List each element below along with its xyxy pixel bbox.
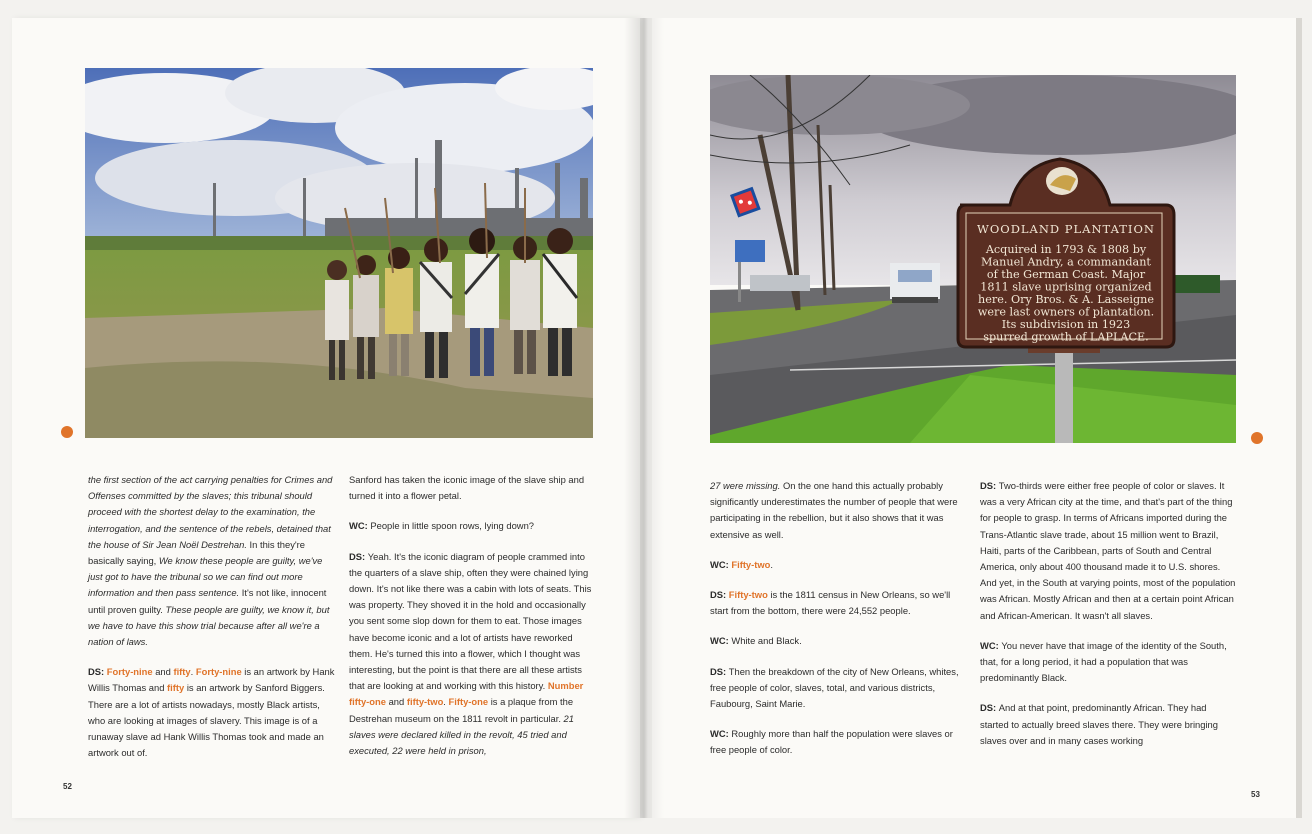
plantation-marker-photo-image [710,75,1236,443]
text-run: . [190,666,196,678]
article-paragraph [710,478,966,543]
artwork-number-highlight: Fifty-two [728,589,768,601]
text-run: Then the breakdown of the city of New Orleans, whites, free people of color, slaves, total, and various districts, Faubourg, Saint Marie. [710,665,959,710]
text-column [349,472,594,759]
article-paragraph [710,664,966,713]
page-bullet-dot [1251,432,1263,444]
text-run: . [770,558,774,570]
text-run: On the one hand this actually probably significantly underestimates the number of people that were participating in the rebellion, but it also shows that it was extensive as well. [710,480,958,540]
reenactment-photo [85,68,593,438]
page-number: 52 [63,782,72,791]
text-run: In this they're basically saying, [88,538,306,567]
text-run: . [443,696,449,708]
article-paragraph [980,638,1236,687]
artwork-number-highlight: Number fifty-one [349,680,584,708]
marker-line: 1811 slave uprising organized [980,280,1152,294]
text-run: is the 1811 census in New Orleans, so we'll start from the bottom, there were 24,552 people. [710,589,951,617]
text-run: the first section of the act carrying penalties for Crimes and Offenses committed by the slaves; this tribunal should proceed with the shortest delay to the examination, the interrogation, and the sentence of the rebels, detained that the house of Sir Jean Noël Destrehan. [88,474,333,550]
marker-line: Acquired in 1793 & 1808 by [985,243,1147,256]
text-run: 21 slaves were declared killed in the revolt, 45 tried and executed, 22 were held in prison, [349,712,574,757]
text-column [980,478,1236,749]
speaker-label: DS: [88,666,107,678]
speaker-label: DS: [710,589,729,601]
article-paragraph [88,472,336,650]
plantation-marker-photo [710,75,1236,443]
article-paragraph [980,478,1236,624]
text-run: We know these people are guilty, we've just got to have the tribunal so we can find out more information and then pass sentence. [88,555,323,599]
article-paragraph [349,549,594,760]
text-run: 27 were missing. [710,480,781,491]
artwork-number-highlight: Forty-nine [106,666,153,678]
speaker-label: DS: [980,480,999,491]
text-run: and [385,696,407,708]
speaker-label: WC: [710,728,732,740]
speaker-label: DS: [710,665,729,677]
text-run: Yeah. It's the iconic diagram of people crammed into the quarters of a slave ship, often they were chained lying down. It's not like there was a cabin with lots of seats. This was property. They shoved it in the hold and occasionally you sent some slop down for them to eat. Those images have become iconic and a lot of artists have reworked them. He's turned this into a flower, which I thought was interesting, but the point is that there are all these artists that are looking at and working with this history. [349,550,592,692]
marker-line: Its subdivision in 1923 [1001,318,1131,331]
article-paragraph [710,557,966,573]
text-column [710,478,966,759]
article-paragraph [980,700,1236,749]
artwork-number-highlight: Forty-nine [195,666,242,678]
text-run: is an artwork by Sanford Biggers. There are a lot of artists nowadays, mostly Black artists, who are looking at images of slavery. This image is of a runaway slave ad Hank Willis Thomas took and made an artwork out of. [88,682,325,759]
text-run: and [152,666,174,678]
text-run: It's not like, innocent until proven guilty. [88,587,327,615]
article-paragraph [710,726,966,758]
marker-line: here. Ory Bros. & A. Lasseigne [978,293,1154,306]
artwork-number-highlight: Fifty-two [731,558,771,570]
text-run: People in little spoon rows, lying down? [370,520,534,532]
marker-line: spurred growth of LAPLACE. [983,330,1149,344]
article-paragraph [349,518,594,534]
article-paragraph [710,587,966,619]
article-paragraph [88,664,336,761]
speaker-label: WC: [349,520,371,532]
text-run: is a plaque from the Destrehan museum on the 1811 revolt in particular. [349,696,574,724]
artwork-number-highlight: Fifty-one [448,696,489,708]
book-gutter [624,18,664,818]
speaker-label: WC: [710,558,732,570]
text-run: is an artwork by Hank Willis Thomas and [88,666,335,694]
marker-title: WOODLAND PLANTATION [977,222,1155,236]
speaker-label: WC: [710,635,732,647]
text-run: White and Black. [731,635,802,647]
speaker-label: DS: [980,702,999,714]
reenactment-photo-image [85,68,593,438]
text-column [88,472,336,761]
article-paragraph [349,472,594,504]
text-run: And at that point, predominantly African. They had started to actually breed slaves there. They were bringing slaves over and in many cases working [980,702,1218,746]
artwork-number-highlight: fifty [173,666,191,678]
text-run: Two-thirds were either free people of color or slaves. It was a very African city at the time, and that's part of the thing for people to grasp. In terms of Africans imported during the Trans-Atlantic slave trade, about 15 million went to Brazil, Haiti, parts of the Caribbean, parts of South and Central America, only about 400 thousand made it to U.S. shores. And yet, in the South at varying points, most of the population was African. Mostly African and then at a certain point African and African-American. It wasn't all slaves. [980,480,1236,621]
marker-line: of the German Coast. Major [986,268,1146,281]
marker-line: Manuel Andry, a commandant [981,255,1151,269]
artwork-number-highlight: fifty-two [406,696,444,708]
text-run: Sanford has taken the iconic image of the slave ship and turned it into a flower petal. [349,474,585,502]
text-run: These people are guilty, we know it, but we have to have this show trial because after all we're a nation of laws. [88,603,330,648]
page-number: 53 [1251,790,1260,799]
artwork-number-highlight: fifty [167,682,185,694]
text-run: You never have that image of the identity of the South, that, for a long period, it had a population that was predominantly Black. [980,639,1227,684]
article-paragraph [710,633,966,649]
marker-line: were last owners of plantation. [977,305,1155,319]
page-edge [1296,18,1302,818]
text-run: Roughly more than half the population were slaves or free people of color. [710,728,953,756]
page-bullet-dot [61,426,73,438]
speaker-label: DS: [349,550,368,562]
speaker-label: WC: [980,639,1002,651]
